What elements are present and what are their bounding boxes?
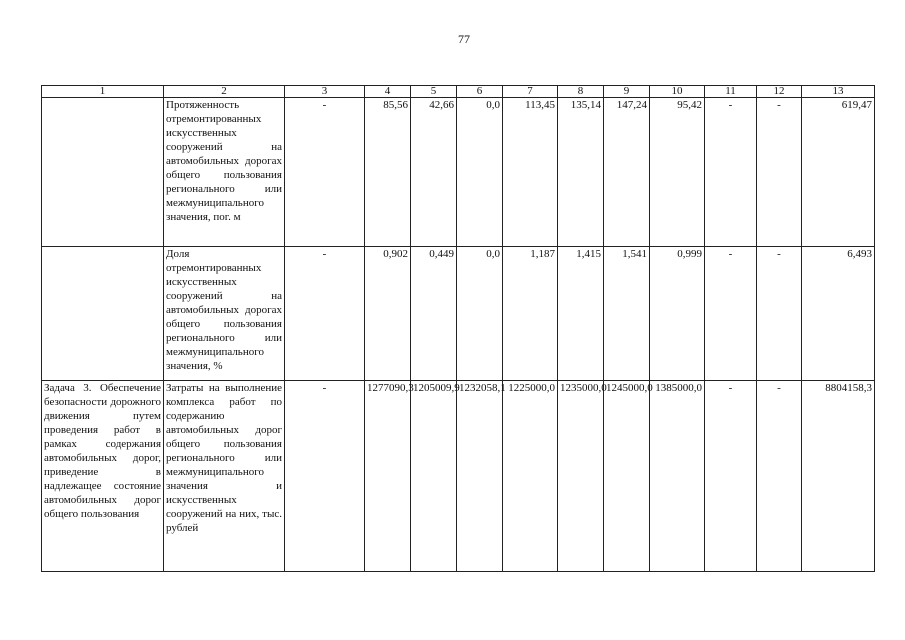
indicator-cell: Протяженность отремонтированных искусственных сооружений на автомобильных дорогах общего пользования регионального или межмуниципального значения, пог. м: [164, 98, 285, 247]
value-cell: 1,187: [503, 247, 558, 381]
value-cell: 1385000,0: [650, 381, 705, 572]
header-cell: 7: [503, 86, 558, 98]
value-cell: 0,902: [365, 247, 411, 381]
table-row: [42, 247, 875, 381]
indicators-table: [41, 85, 875, 572]
header-cell: 13: [802, 86, 875, 98]
value-cell: 113,45: [503, 98, 558, 247]
value-cell: 0,449: [411, 247, 457, 381]
value-cell: 0,999: [650, 247, 705, 381]
header-cell: 4: [365, 86, 411, 98]
task-cell: [42, 98, 164, 247]
header-cell: 8: [558, 86, 604, 98]
page-number: 77: [458, 32, 470, 46]
indicator-cell: Доля отремонтированных искусственных сооружений на автомобильных дорогах общего пользования регионального или межмуниципального значения, %: [164, 247, 285, 381]
header-cell: 2: [164, 86, 285, 98]
value-cell: 1232058,1: [457, 381, 503, 572]
value-cell: -: [757, 247, 802, 381]
value-cell: -: [285, 98, 365, 247]
header-cell: 3: [285, 86, 365, 98]
header-cell: 6: [457, 86, 503, 98]
table-row: [42, 98, 875, 247]
header-cell: 9: [604, 86, 650, 98]
value-cell: 1,541: [604, 247, 650, 381]
value-cell: 1277090,3: [365, 381, 411, 572]
header-cell: 1: [42, 86, 164, 98]
value-cell: 1245000,0: [604, 381, 650, 572]
indicator-cell: Затраты на выполнение комплекса работ по содержанию автомобильных дорог общего пользования регионального или межмуниципального значения и искусственных сооружений на них, тыс. рублей: [164, 381, 285, 572]
value-cell: 1,415: [558, 247, 604, 381]
total-cell: 8804158,3: [802, 381, 875, 572]
value-cell: -: [285, 247, 365, 381]
task-cell: [42, 247, 164, 381]
value-cell: 95,42: [650, 98, 705, 247]
value-cell: -: [705, 381, 757, 572]
total-cell: 619,47: [802, 98, 875, 247]
value-cell: -: [705, 98, 757, 247]
task-cell: Задача 3. Обеспечение безопасности дорожного движения путем проведения работ в рамках содержания автомобильных дорог, приведение в надлежащее состояние автомобильных дорог общего пользования: [42, 381, 164, 572]
value-cell: -: [285, 381, 365, 572]
value-cell: 85,56: [365, 98, 411, 247]
value-cell: -: [757, 98, 802, 247]
value-cell: 0,0: [457, 247, 503, 381]
value-cell: 42,66: [411, 98, 457, 247]
value-cell: 1225000,0: [503, 381, 558, 572]
value-cell: 135,14: [558, 98, 604, 247]
value-cell: 147,24: [604, 98, 650, 247]
value-cell: 1205009,9: [411, 381, 457, 572]
value-cell: -: [705, 247, 757, 381]
header-cell: 5: [411, 86, 457, 98]
total-cell: 6,493: [802, 247, 875, 381]
header-cell: 10: [650, 86, 705, 98]
value-cell: 0,0: [457, 98, 503, 247]
value-cell: -: [757, 381, 802, 572]
table-row: [42, 381, 875, 572]
header-cell: 11: [705, 86, 757, 98]
table-header-row: [42, 86, 875, 98]
value-cell: 1235000,0: [558, 381, 604, 572]
header-cell: 12: [757, 86, 802, 98]
